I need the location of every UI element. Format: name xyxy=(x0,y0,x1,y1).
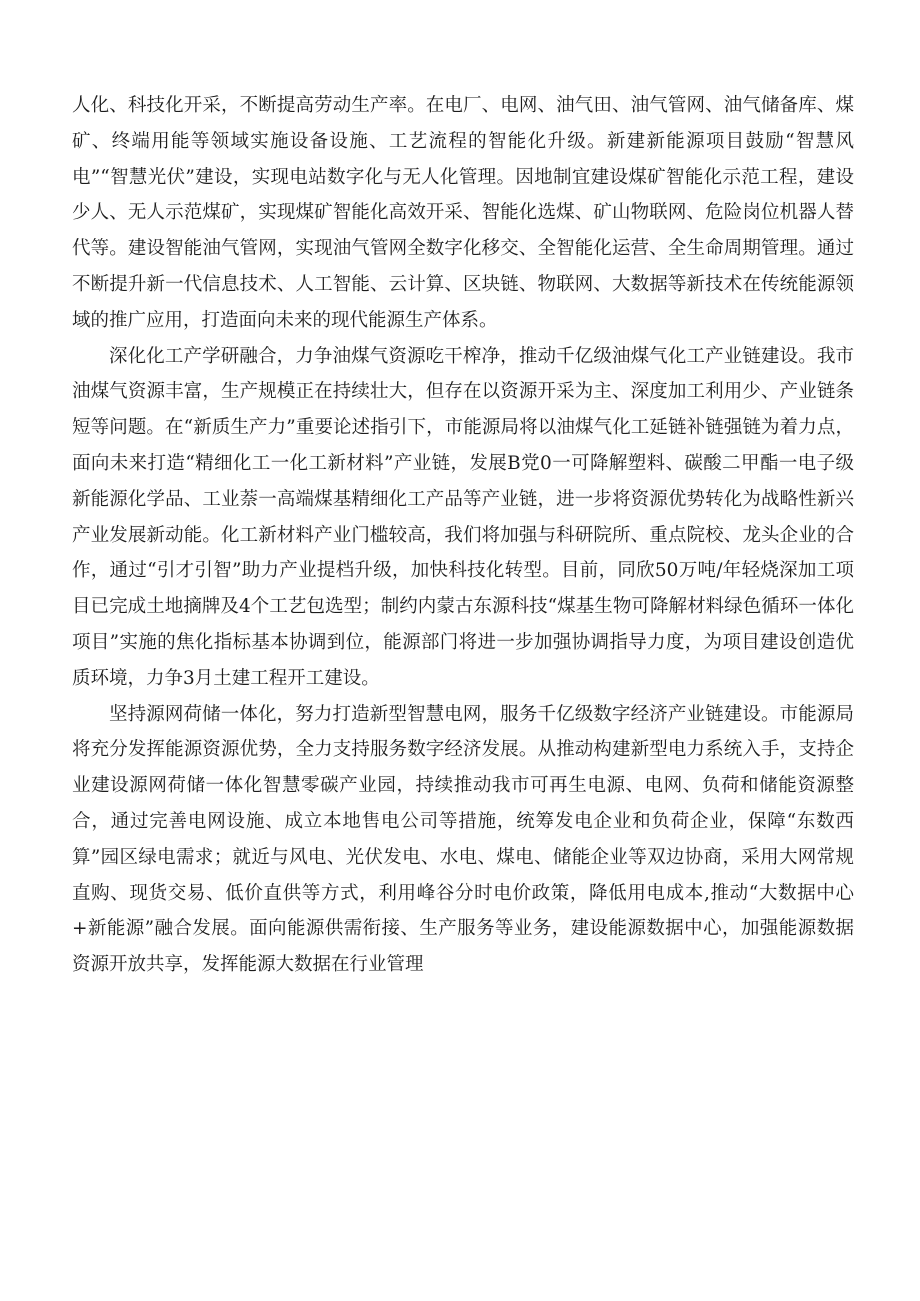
document-body xyxy=(72,88,854,983)
paragraph-2: 深化化工产学研融合，力争油煤气资源吃干榨净，推动千亿级油煤气化工产业链建设。我市油煤气资源丰富，生产规模正在持续壮大，但存在以资源开采为主、深度加工利用少、产业链条短等问题。在“新质生产力”重要论述指引下，市能源局将以油煤气化工延链补链强链为着力点，面向未来打造“精细化工一化工新材料”产业链，发展B党0一可降解塑料、碳酸二甲酯一电子级新能源化学品、工业萘一高端煤基精细化工产品等产业链，进一步将资源优势转化为战略性新兴产业发展新动能。化工新材料产业门槛较高，我们将加强与科研院所、重点院校、龙头企业的合作，通过“引才引智”助力产业提档升级，加快科技化转型。目前，同欣50万吨/年轻烧深加工项目已完成土地摘牌及4个工艺包选型；制约内蒙古东源科技“煤基生物可降解材料绿色循环一体化项目”实施的焦化指标基本协调到位，能源部门将进一步加强协调指导力度，为项目建设创造优质环境，力争3月土建工程开工建设。 xyxy=(72,345,854,689)
paragraph-1: 人化、科技化开采，不断提高劳动生产率。在电厂、电网、油气田、油气管网、油气储备库、煤矿、终端用能等领域实施设备设施、工艺流程的智能化升级。新建新能源项目鼓励“智慧风电”“智慧光伏”建设，实现电站数字化与无人化管理。因地制宜建设煤矿智能化示范工程，建设少人、无人示范煤矿，实现煤矿智能化高效开采、智能化选煤、矿山物联网、危险岗位机器人替代等。建设智能油气管网，实现油气管网全数字化移交、全智能化运营、全生命周期管理。通过不断提升新一代信息技术、人工智能、云计算、区块链、物联网、大数据等新技术在传统能源领域的推广应用，打造面向未来的现代能源生产体系。 xyxy=(72,95,854,331)
paragraph-3: 坚持源网荷储一体化，努力打造新型智慧电网，服务千亿级数字经济产业链建设。市能源局将充分发挥能源资源优势，全力支持服务数字经济发展。从推动构建新型电力系统入手，支持企业建设源网荷储一体化智慧零碳产业园，持续推动我市可再生电源、电网、负荷和储能资源整合，通过完善电网设施、成立本地售电公司等措施，统筹发电企业和负荷企业，保障“东数西算”园区绿电需求；就近与风电、光伏发电、水电、煤电、储能企业等双边协商，采用大网常规直购、现货交易、低价直供等方式，利用峰谷分时电价政策，降低用电成本,推动“大数据中心+新能源”融合发展。面向能源供需衔接、生产服务等业务，建设能源数据中心，加强能源数据资源开放共享，发挥能源大数据在行业管理 xyxy=(72,703,854,976)
